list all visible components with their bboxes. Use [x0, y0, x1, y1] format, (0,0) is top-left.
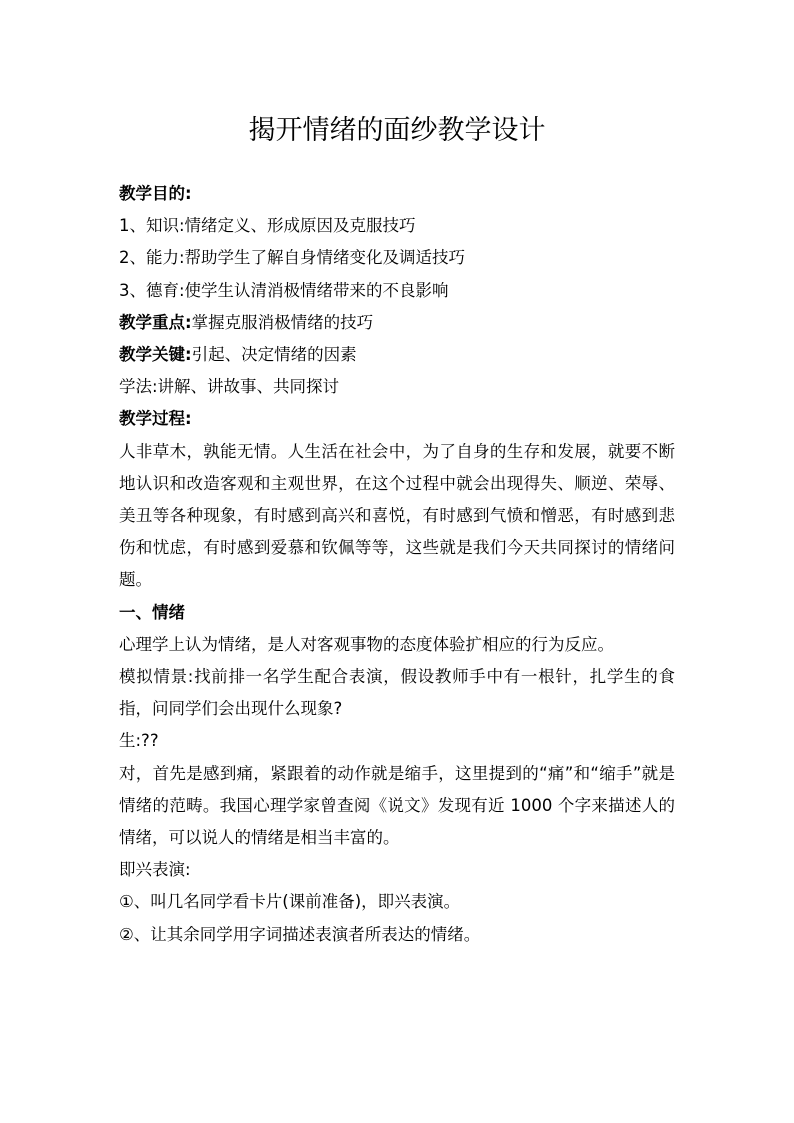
section1-simulation: 模拟情景:找前排一名学生配合表演，假设教师手中有一根针，扎学生的食指，问同学们会出现什么现象?	[119, 667, 675, 719]
section1-student: 生:??	[119, 731, 159, 751]
improv-item: ②、让其余同学用字词描述表演者所表达的情绪。	[119, 924, 481, 944]
key-link-text: 引起、决定情绪的因素	[191, 345, 357, 365]
key-point-text: 掌握克服消极情绪的技巧	[191, 312, 374, 332]
key-link-line	[119, 339, 675, 371]
key-point-label: 教学重点:	[119, 312, 192, 332]
method-line: 学法:讲解、讲故事、共同探讨	[119, 377, 340, 397]
process-heading: 教学过程:	[119, 409, 192, 429]
process-intro: 人非草木，孰能无情。人生活在社会中，为了自身的生存和发展，就要不断地认识和改造客观和主观世界，在这个过程中就会出现得失、顺逆、荣辱、美丑等各种现象，有时感到高兴和喜悦，有时感到气愤和憎恶，有时感到悲伤和忧虑，有时感到爱慕和钦佩等等，这些就是我们今天共同探讨的情绪问题。	[119, 441, 675, 590]
document-body	[119, 178, 675, 951]
key-point-line	[119, 307, 675, 339]
document-title: 揭开情绪的面纱教学设计	[248, 115, 546, 146]
objectives-heading: 教学目的:	[119, 184, 192, 203]
section1-definition: 心理学上认为情绪，是人对客观事物的态度体验扩相应的行为反应。	[119, 634, 614, 654]
section1-explanation: 对，首先是感到痛，紧跟着的动作就是缩手，这里提到的“痛”和“缩手”就是情绪的范畴。我国心理学家曾查阅《说文》发现有近 1000 个字来描述人的情绪，可以说人的情绪是相当丰富的。	[119, 763, 675, 848]
objective-item: 1、知识:情绪定义、形成原因及克服技巧	[119, 216, 416, 236]
objective-item: 3、德育:使学生认清消极情绪带来的不良影响	[119, 280, 449, 300]
section1-heading: 一、情绪	[119, 602, 185, 622]
objective-item: 2、能力:帮助学生了解自身情绪变化及调适技巧	[119, 248, 466, 268]
key-link-label: 教学关键:	[119, 345, 192, 365]
improv-item: ①、叫几名同学看卡片(课前准备)，即兴表演。	[119, 892, 461, 912]
improv-heading: 即兴表演:	[119, 860, 191, 880]
